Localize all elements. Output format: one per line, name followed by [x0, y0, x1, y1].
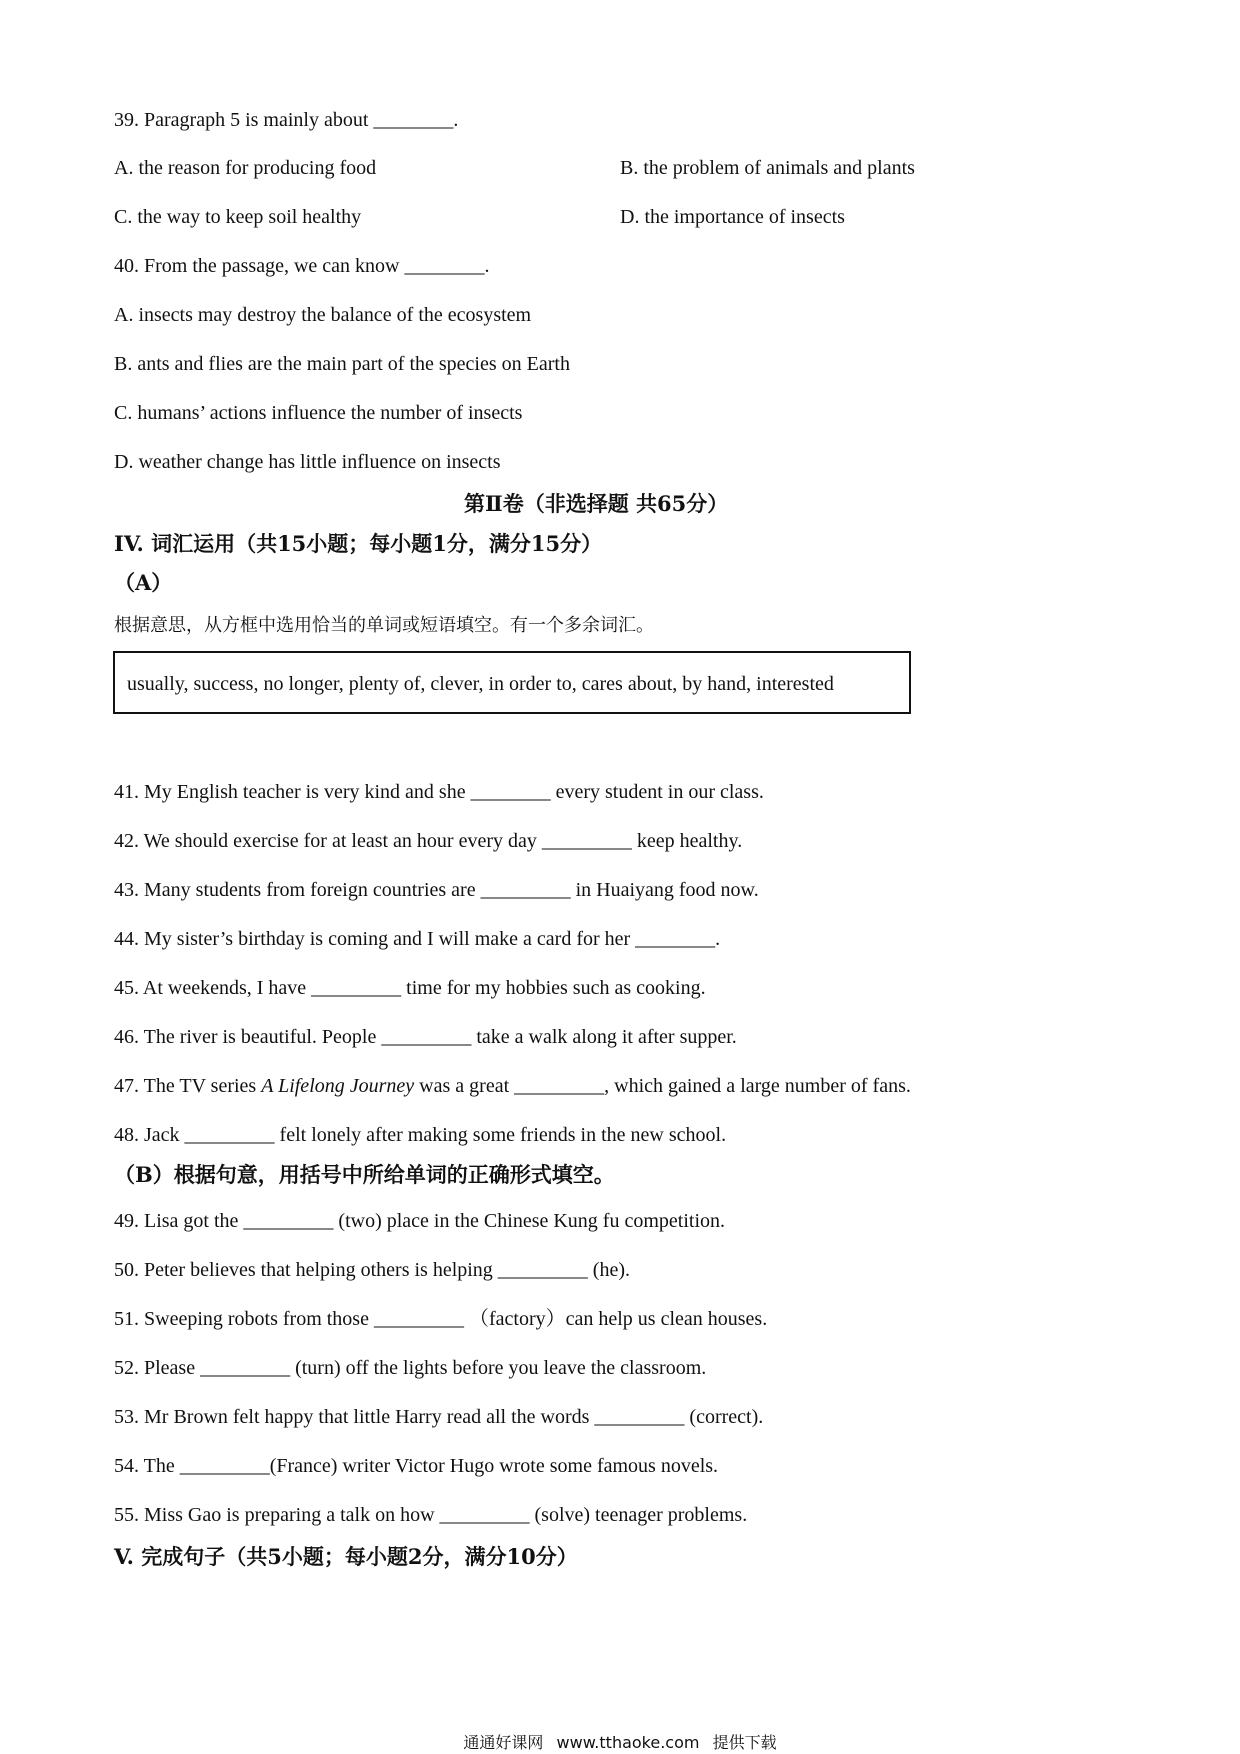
word-box — [113, 651, 911, 714]
question-42: 42. We should exercise for at least an hour every day _________ keep healthy. — [114, 830, 743, 852]
section4-part-b-title: （B）根据句意，用括号中所给单词的正确形式填空。 — [114, 1162, 615, 1187]
section4-part-a-label: （A） — [114, 570, 173, 595]
q40-option-d: D. weather change has little influence on insects — [114, 451, 501, 473]
question-49: 49. Lisa got the _________ (two) place in the Chinese Kung fu competition. — [114, 1210, 725, 1232]
q39-option-b: B. the problem of animals and plants — [620, 157, 915, 179]
question-47-before: 47. The TV series — [114, 1075, 262, 1097]
page-footer — [0, 1732, 1240, 1754]
question-51: 51. Sweeping robots from those _________ （factory）can help us clean houses. — [114, 1308, 768, 1330]
question-41: 41. My English teacher is very kind and she ________ every student in our class. — [114, 781, 764, 803]
question-47-series-title: A Lifelong Journey — [261, 1075, 415, 1097]
section4-instruction: 根据意思，从方框中选用恰当的单词或短语填空。有一个多余词汇。 — [114, 615, 654, 636]
q40-stem: 40. From the passage, we can know ________. — [114, 255, 490, 277]
question-43: 43. Many students from foreign countries are _________ in Huaiyang food now. — [114, 879, 759, 901]
question-54: 54. The _________(France) writer Victor Hugo wrote some famous novels. — [114, 1455, 719, 1477]
question-52: 52. Please _________ (turn) off the lights before you leave the classroom. — [114, 1357, 707, 1379]
q39-option-a: A. the reason for producing food — [114, 157, 377, 179]
question-50: 50. Peter believes that helping others is helping _________ (he). — [114, 1259, 631, 1281]
section4-title: IV. 词汇运用（共15小题；每小题1分，满分15分） — [114, 531, 603, 556]
word-box-text: usually, success, no longer, plenty of, clever, in order to, cares about, by hand, interested — [127, 673, 834, 695]
question-44: 44. My sister’s birthday is coming and I will make a card for her ________. — [114, 928, 721, 950]
question-53: 53. Mr Brown felt happy that little Harry read all the words _________ (correct). — [114, 1406, 764, 1428]
q39-stem: 39. Paragraph 5 is mainly about ________. — [114, 109, 459, 131]
q39-option-d: D. the importance of insects — [620, 206, 845, 228]
q40-option-c: C. humans’ actions influence the number of insects — [114, 402, 523, 424]
question-48: 48. Jack _________ felt lonely after making some friends in the new school. — [114, 1124, 727, 1146]
question-46: 46. The river is beautiful. People _________ take a walk along it after supper. — [114, 1026, 737, 1048]
question-55: 55. Miss Gao is preparing a talk on how _________ (solve) teenager problems. — [114, 1504, 748, 1526]
footer-site-name: 通通好课网 — [463, 1733, 544, 1752]
q39-option-c: C. the way to keep soil healthy — [114, 206, 362, 228]
question-47-after: was a great _________, which gained a large number of fans. — [414, 1075, 911, 1097]
question-47 — [114, 1073, 911, 1099]
footer-url[interactable]: www.tthaoke.com — [556, 1733, 700, 1752]
part2-title: 第Ⅱ卷（非选择题 共65分） — [464, 491, 729, 516]
q40-option-a: A. insects may destroy the balance of the ecosystem — [114, 304, 532, 326]
q40-option-b: B. ants and flies are the main part of the species on Earth — [114, 353, 570, 375]
footer-tail: 提供下载 — [712, 1733, 777, 1752]
question-45: 45. At weekends, I have _________ time for my hobbies such as cooking. — [114, 977, 706, 999]
section5-title: V. 完成句子（共5小题；每小题2分，满分10分） — [114, 1544, 578, 1569]
